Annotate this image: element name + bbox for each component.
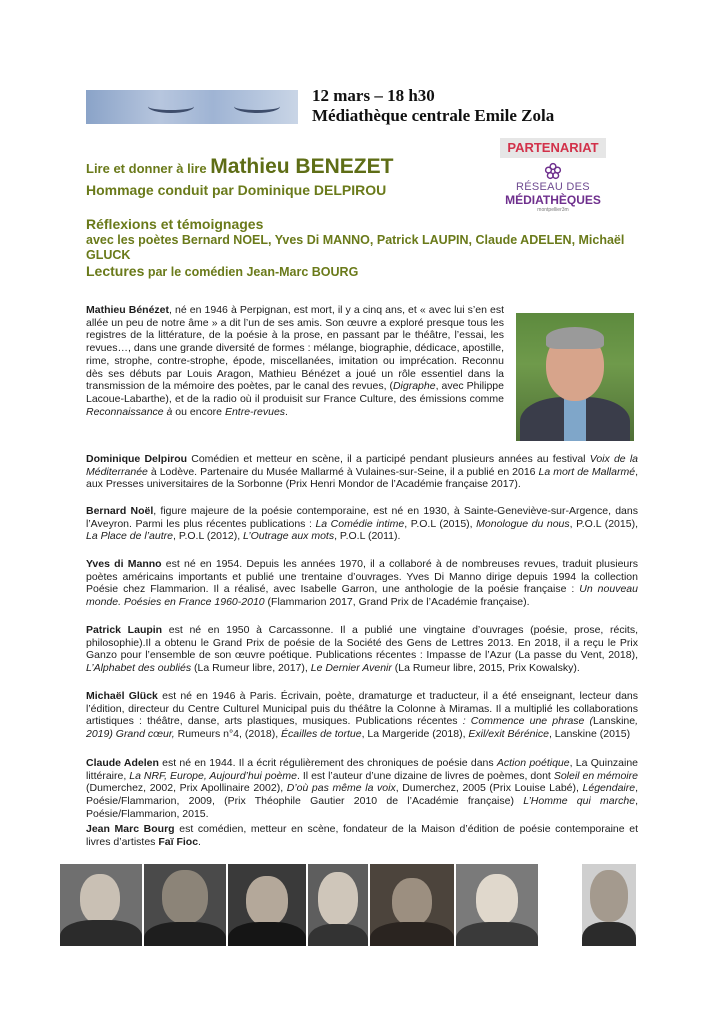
banner-image bbox=[86, 90, 298, 124]
logo-line-2: MÉDIATHÈQUES bbox=[505, 193, 601, 207]
portrait-photo-3 bbox=[228, 864, 306, 946]
bio-bernard-noel: Bernard Noël, figure majeure de la poésie contemporaine, est né en 1930, à Sainte-Geneviève-sur-Argence, dans l’Aveyron. Parmi les plus récentes publications : La Comédie intime, P.O.L (2015), Monologue du nous, P.O.L (2015), La Place de l’autre, P.O.L (2012), L’Outrage aux mots, P.O.L (2011). bbox=[86, 505, 638, 543]
photo-strip bbox=[60, 864, 640, 946]
portrait-photo-7 bbox=[582, 864, 636, 946]
readings-rest: par le comédien Jean-Marc BOURG bbox=[144, 265, 359, 279]
portrait-photo-1 bbox=[60, 864, 142, 946]
portrait-mathieu-benezet bbox=[516, 313, 634, 441]
portrait-photo-6 bbox=[456, 864, 538, 946]
bio-mathieu-benezet: Mathieu Bénézet, né en 1946 à Perpignan, est mort, il y a cinq ans, et « avec lui s’en est allée un peu de notre âme » a dit l’un de ses amis. Son œuvre a exploré presque tous les registres de la littérature, de la poésie à la prose, en passant par le théâtre, l’essai, les revues…, dans une grande diversité de formes : mélange, biographie, dédicace, apostille, rime, strophe, contre-strophe, épode, miscellanées, imitation ou imprécation. Reconnu dès ses débuts par Louis Aragon, Mathieu Bénézet a joué un rôle essentiel dans la transmission de la mémoire des poètes, par le canal des revues, (Digraphe, avec Philippe Lacoue-Labarthe), et de la radio où il produisit sur France Culture, des émissions comme Reconnaissance à ou encore Entre-revues. bbox=[86, 304, 504, 418]
reseau-mediatheques-logo bbox=[498, 160, 608, 212]
closed-eye-left bbox=[148, 100, 194, 113]
bio-claude-adelen: Claude Adelen est né en 1944. Il a écrit régulièrement des chroniques de poésie dans Action poétique, La Quinzaine littéraire, La NRF, Europe, Aujourd’hui poème. Il est l’auteur d’une dizaine de livres de poèmes, dont Soleil en mémoire (Dumerchez, 2002, Prix Apollinaire 2002), D’où pas même la voix, Dumerchez, 2005 (Prix Louise Labé), Légendaire, Poésie/Flammarion, 2009, (Prix Théophile Gautier 2010 de l’Académie française) L’Homme qui marche, Poésie/Flammarion, 2015. bbox=[86, 757, 639, 820]
readings-line bbox=[86, 263, 358, 281]
portrait-photo-4 bbox=[308, 864, 368, 946]
bio-jean-marc-bourg: Jean Marc Bourg est comédien, metteur en scène, fondateur de la Maison d’édition de poésie contemporaine et livres d’artistes Faï Fioc. bbox=[86, 823, 638, 848]
poets-line: avec les poètes Bernard NOEL, Yves Di MANNO, Patrick LAUPIN, Claude ADELEN, Michaël GLUCK bbox=[86, 233, 625, 262]
bio-yves-di-manno: Yves di Manno est né en 1954. Depuis les années 1970, il a collaboré à de nombreuses revues, traduit plusieurs poètes américains importants et publié une trentaine d’ouvrages. Yves Di Manno dirige depuis 1994 la collection Poésie chez Flammarion. Il a réalisé, avec Isabelle Garron, une anthologie de la poésie française : Un nouveau monde. Poésies en France 1960-2010 (Flammarion 2017, Grand Prix de l’Académie française). bbox=[86, 558, 638, 609]
event-venue: Médiathèque centrale Emile Zola bbox=[312, 106, 555, 125]
bio-patrick-laupin: Patrick Laupin est né en 1950 à Carcassonne. Il a publié une vingtaine d’ouvrages (poésie, prose, récits, philosophie).Il a obtenu le Grand Prix de poésie de la Société des Gens de Lettres 2013. En 2018, il a reçu le Prix Ganzo pour l’ensemble de son œuvre poétique. Publications récentes : Impasse de l’Azur (La passe du Vent, 2018), L’Alphabet des oubliés (La Rumeur libre, 2017), Le Dernier Avenir (La Rumeur libre, 2015, Prix Kowalsky). bbox=[86, 624, 638, 675]
reflections-heading: Réflexions et témoignages bbox=[86, 216, 264, 232]
logo-line-1: RÉSEAU DES bbox=[516, 181, 590, 193]
closed-eye-right bbox=[234, 100, 280, 113]
logo-line-3: montpellier3m bbox=[537, 207, 569, 213]
headline-intro: Lire et donner à lire bbox=[86, 161, 211, 176]
portrait-photo-5 bbox=[370, 864, 454, 946]
portrait-photo-2 bbox=[144, 864, 226, 946]
event-date: 12 mars – 18 h30 bbox=[312, 86, 435, 105]
bio-michael-gluck: Michaël Glück est né en 1946 à Paris. Écrivain, poète, dramaturge et traducteur, il a été enseignant, lecteur dans l’édition, directeur du Centre Culturel Municipal puis du théâtre la Colonne à Miramas. Il a multiplié les collaborations artistiques : théâtre, danse, arts plastiques, musiques. Publications récentes : Commence une phrase (Lanskine, 2019) Grand cœur, Rumeurs n°4, (2018), Écailles de tortue, La Margeride (2018), Exil/exit Bérénice, Lanskine (2015) bbox=[86, 690, 639, 741]
partner-label: PARTENARIAT bbox=[500, 138, 606, 158]
bio-dominique-delpirou: Dominique Delpirou Comédien et metteur en scène, il a participé pendant plusieurs années au festival Voix de la Méditerranée à Lodève. Partenaire du Musée Mallarmé à Vulaines-sur-Seine, il a publié en 2016 La mort de Mallarmé, aux Presses universitaires de la Sorbonne (Prix Henri Mondor de l’Académie française 2017). bbox=[86, 453, 638, 491]
readings-label: Lectures bbox=[86, 263, 145, 279]
honoree-name: Mathieu BENEZET bbox=[210, 155, 394, 178]
tribute-line: Hommage conduit par Dominique DELPIROU bbox=[86, 182, 387, 198]
flower-icon bbox=[544, 162, 562, 180]
event-headline bbox=[86, 155, 393, 179]
